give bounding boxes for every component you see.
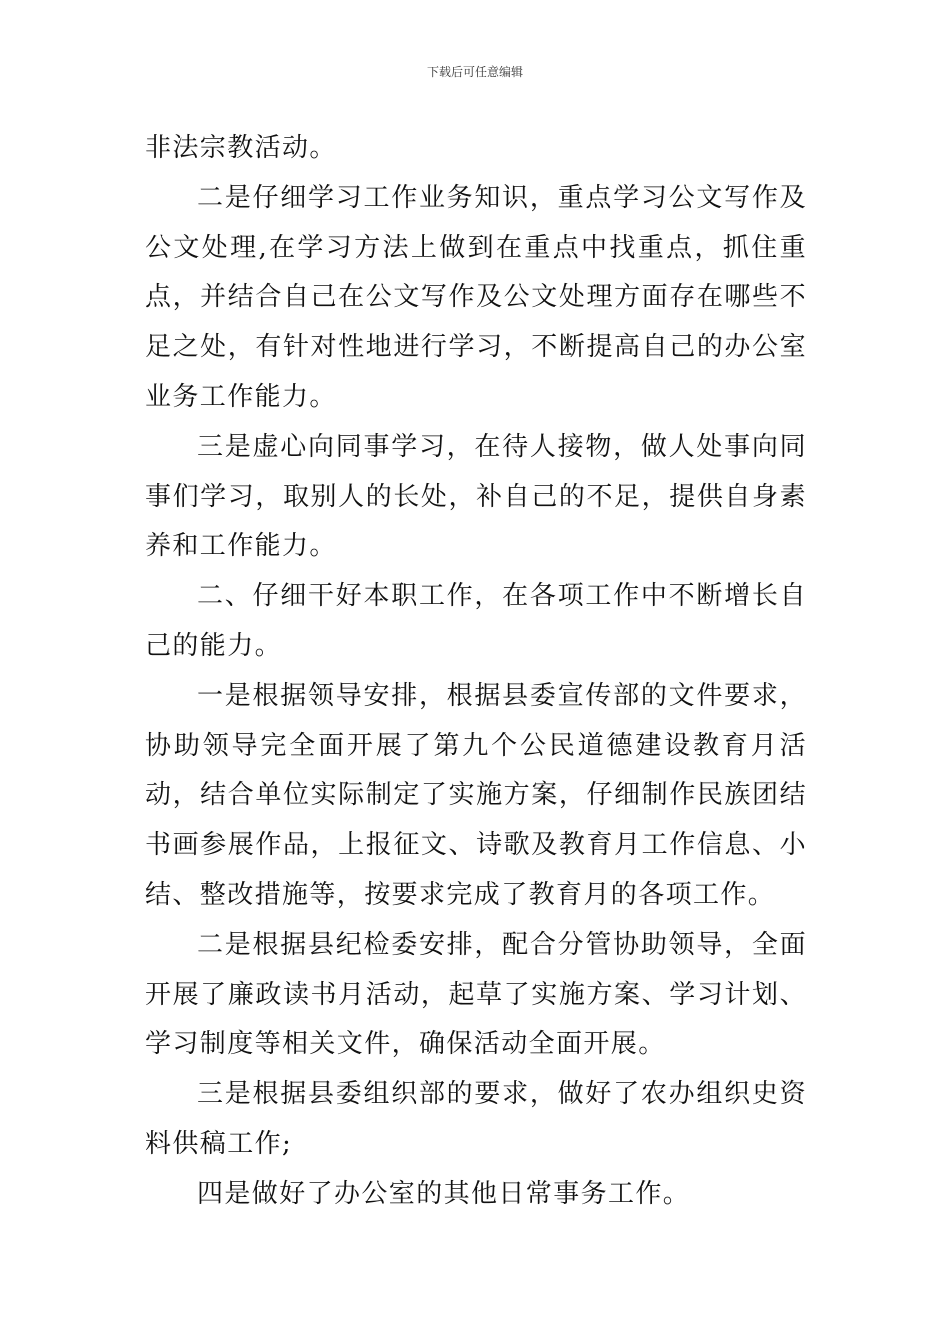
paragraph-1: 非法宗教活动。	[145, 133, 337, 163]
document-body	[145, 124, 807, 1220]
section-heading-2: 二、仔细干好本职工作，在各项工作中不断增长自己的能力。	[145, 581, 807, 661]
paragraph-2: 二是仔细学习工作业务知识，重点学习公文写作及公文处理,在学习方法上做到在重点中找重点，抓住重点，并结合自己在公文写作及公文处理方面存在哪些不足之处，有针对性地进行学习，不断提高自己的办公室业务工作能力。	[145, 182, 807, 412]
paragraph-7: 三是根据县委组织部的要求，做好了农办组织史资料供稿工作;	[145, 1079, 807, 1159]
paragraph-6: 二是根据县纪检委安排，配合分管协助领导，全面开展了廉政读书月活动，起草了实施方案、学习计划、学习制度等相关文件，确保活动全面开展。	[145, 929, 807, 1060]
page-header-note: 下载后可任意编辑	[426, 65, 523, 79]
paragraph-3: 三是虚心向同事学习，在待人接物，做人处事向同事们学习，取别人的长处，补自己的不足，提供自身素养和工作能力。	[145, 431, 807, 562]
paragraph-8: 四是做好了办公室的其他日常事务工作。	[197, 1178, 691, 1209]
paragraph-5: 一是根据领导安排，根据县委宣传部的文件要求，协助领导完全面开展了第九个公民道德建设教育月活动，结合单位实际制定了实施方案，仔细制作民族团结书画参展作品，上报征文、诗歌及教育月工作信息、小结、整改措施等，按要求完成了教育月的各项工作。	[145, 680, 807, 910]
